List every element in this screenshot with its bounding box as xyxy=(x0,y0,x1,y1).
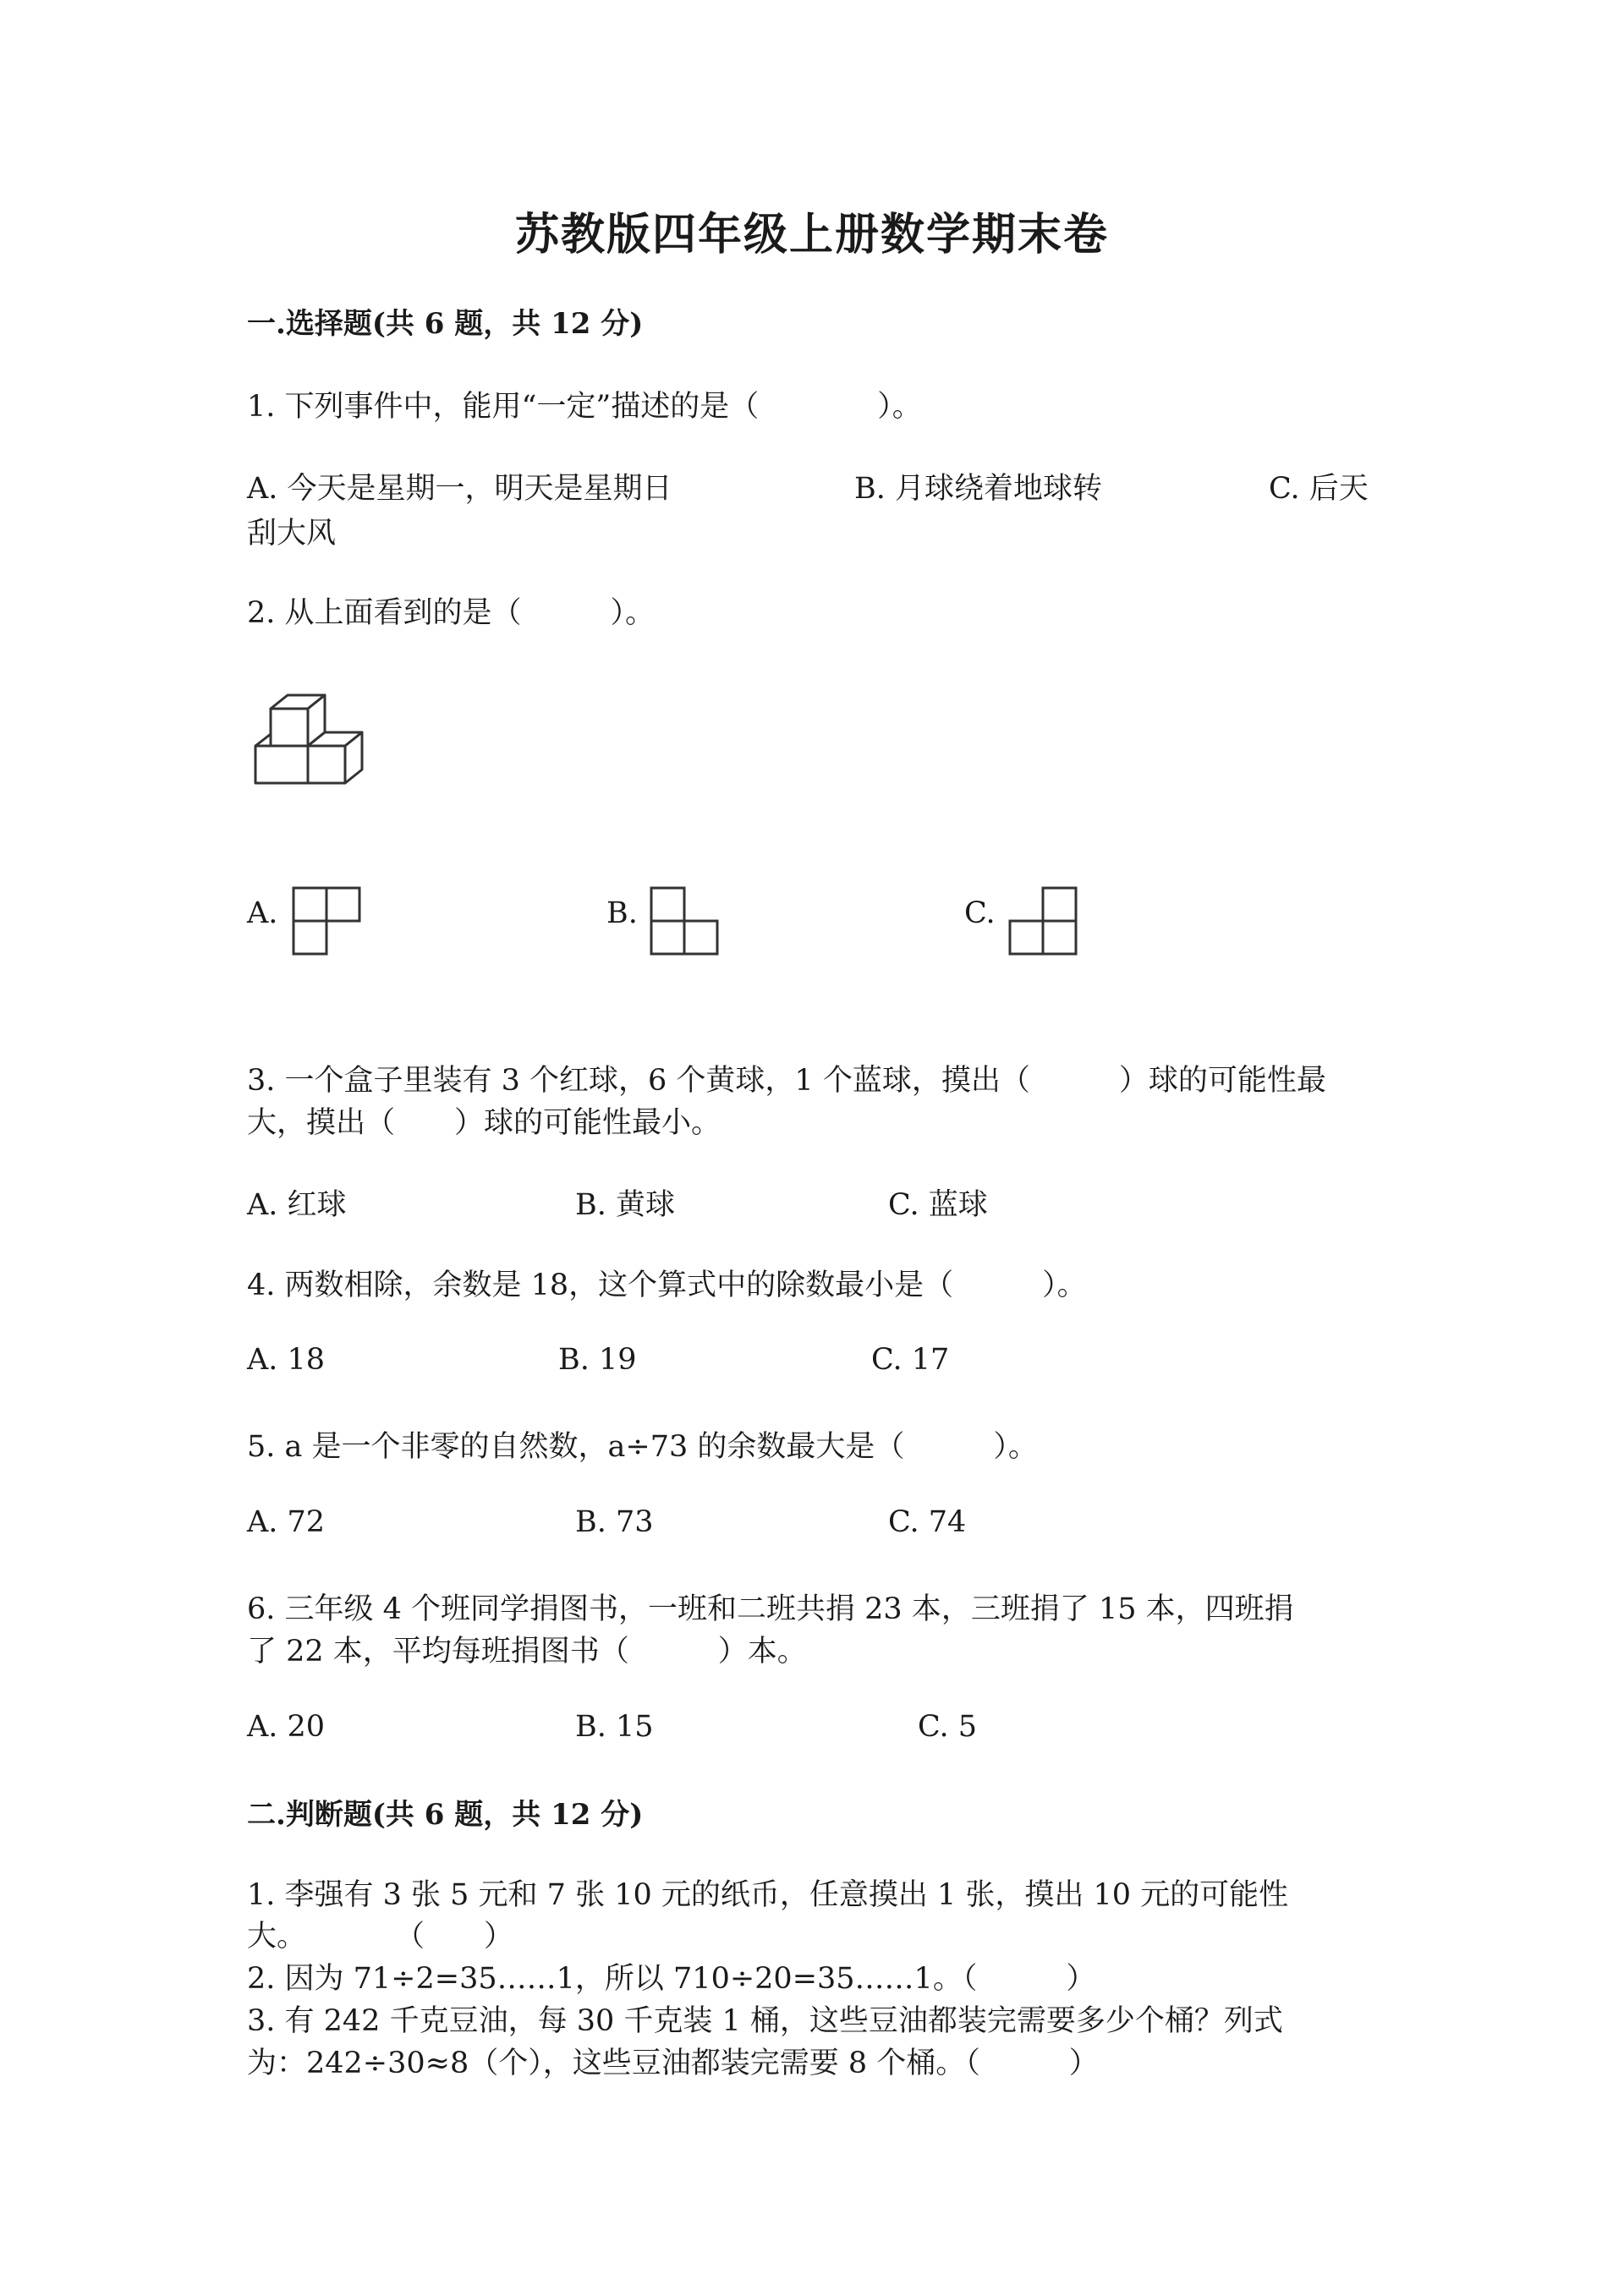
q1-option-b: B. 月球绕着地球转 xyxy=(854,472,1102,506)
q2-option-b: B. xyxy=(606,896,638,930)
q3-option-a: A. 红球 xyxy=(247,1188,347,1222)
question-1: 1. 下列事件中，能用“一定”描述的是（ ）。 xyxy=(247,390,922,424)
q5-option-c: C. 74 xyxy=(888,1505,967,1539)
question-2: 2. 从上面看到的是（ ）。 xyxy=(247,596,656,630)
judgement-3-line-1: 3. 有 242 千克豆油，每 30 千克装 1 桶，这些豆油都装完需要多少个桶？列式 xyxy=(247,2004,1283,2038)
question-6-line-2: 了 22 本，平均每班捐图书（ ）本。 xyxy=(247,1635,807,1669)
q2-option-c: C. xyxy=(964,896,996,930)
q4-option-b: B. 19 xyxy=(558,1343,637,1377)
q2-option-c-shape xyxy=(1008,886,1078,956)
q5-option-a: A. 72 xyxy=(247,1505,326,1539)
q2-option-b-shape xyxy=(650,886,719,956)
q4-option-a: A. 18 xyxy=(247,1343,326,1377)
q1-option-a: A. 今天是星期一，明天是星期日 xyxy=(247,472,672,506)
q6-option-b: B. 15 xyxy=(575,1710,654,1744)
page-title: 苏教版四年级上册数学期末卷 xyxy=(514,209,1109,260)
judgement-1-line-2: 大。 （ ） xyxy=(247,1920,514,1954)
q6-option-c: C. 5 xyxy=(918,1710,978,1744)
cube-stack-figure xyxy=(247,692,374,793)
q1-option-c-continued: 刮大风 xyxy=(247,517,337,551)
q5-option-b: B. 73 xyxy=(575,1505,654,1539)
section-heading-judgement: 二.判断题(共 6 题，共 12 分) xyxy=(247,1798,644,1832)
question-6-line-1: 6. 三年级 4 个班同学捐图书，一班和二班共捐 23 本，三班捐了 15 本，四班捐 xyxy=(247,1592,1294,1626)
section-heading-choice: 一.选择题(共 6 题，共 12 分) xyxy=(247,307,644,341)
q3-option-b: B. 黄球 xyxy=(575,1188,675,1222)
judgement-1-line-1: 1. 李强有 3 张 5 元和 7 张 10 元的纸币，任意摸出 1 张，摸出 10 元的可能性 xyxy=(247,1878,1289,1912)
question-3-line-1: 3. 一个盒子里装有 3 个红球，6 个黄球，1 个蓝球，摸出（ ）球的可能性最 xyxy=(247,1064,1326,1098)
question-3-line-2: 大，摸出（ ）球的可能性最小。 xyxy=(247,1106,721,1140)
q2-option-a: A. xyxy=(247,896,278,930)
judgement-2: 2. 因为 71÷2=35……1，所以 710÷20=35……1。（ ） xyxy=(247,1962,1096,1996)
q3-option-c: C. 蓝球 xyxy=(888,1188,988,1222)
question-4: 4. 两数相除，余数是 18，这个算式中的除数最小是（ ）。 xyxy=(247,1269,1087,1302)
q1-option-c: C. 后天 xyxy=(1269,472,1369,506)
judgement-3-line-2: 为：242÷30≈8（个），这些豆油都装完需要 8 个桶。（ ） xyxy=(247,2047,1099,2080)
question-5: 5. a 是一个非零的自然数，a÷73 的余数最大是（ ）。 xyxy=(247,1430,1038,1464)
q6-option-a: A. 20 xyxy=(247,1710,326,1744)
q4-option-c: C. 17 xyxy=(871,1343,950,1377)
q2-option-a-shape xyxy=(292,886,361,956)
